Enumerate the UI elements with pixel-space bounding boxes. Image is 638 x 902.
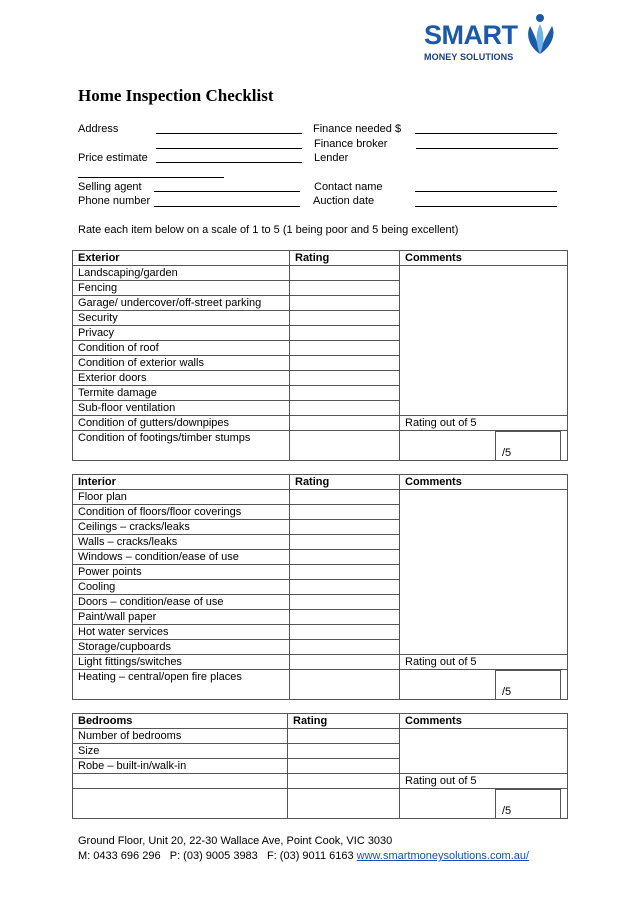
item-label	[73, 774, 288, 789]
rating-cell[interactable]	[290, 550, 400, 565]
item-label: Termite damage	[73, 386, 290, 401]
rating-out-label: Rating out of 5	[400, 655, 568, 670]
rating-instructions: Rate each item below on a scale of 1 to 5 (1 being poor and 5 being excellent)	[78, 224, 459, 236]
finance-broker-label: Finance broker	[314, 138, 388, 150]
finance-needed-label: Finance needed $	[313, 123, 402, 135]
item-label: Condition of footings/timber stumps	[73, 431, 290, 461]
bedrooms-header: Bedrooms	[73, 714, 288, 729]
exterior-header: Exterior	[73, 251, 290, 266]
page-title: Home Inspection Checklist	[78, 86, 274, 105]
rating-cell[interactable]	[290, 595, 400, 610]
comments-cell[interactable]	[400, 729, 568, 774]
rating-cell[interactable]	[290, 610, 400, 625]
rating-cell[interactable]	[290, 341, 400, 356]
rating-cell[interactable]	[290, 431, 400, 461]
item-label: Privacy	[73, 326, 290, 341]
item-label: Floor plan	[73, 490, 290, 505]
selling-agent-field[interactable]	[154, 191, 300, 192]
rating-cell[interactable]	[290, 356, 400, 371]
item-label: Landscaping/garden	[73, 266, 290, 281]
table-header-row	[73, 714, 568, 729]
score-input[interactable]	[495, 431, 561, 460]
interior-header: Interior	[73, 475, 290, 490]
item-label: Condition of floors/floor coverings	[73, 505, 290, 520]
rating-cell[interactable]	[290, 371, 400, 386]
table-header-row	[73, 251, 568, 266]
rating-cell[interactable]	[290, 490, 400, 505]
selling-agent-label: Selling agent	[78, 181, 142, 193]
address-label: Address	[78, 123, 119, 135]
score-input[interactable]	[495, 789, 561, 818]
table-row	[73, 266, 568, 281]
auction-date-label: Auction date	[313, 195, 375, 207]
rating-cell[interactable]	[288, 729, 400, 744]
rating-cell[interactable]	[290, 505, 400, 520]
item-label: Security	[73, 311, 290, 326]
item-label: Garage/ undercover/off-street parking	[73, 296, 290, 311]
finance-broker-field[interactable]	[416, 148, 558, 149]
price-estimate-label: Price estimate	[78, 152, 148, 164]
website-link[interactable]: www.smartmoneysolutions.com.au/	[356, 850, 530, 862]
rating-cell[interactable]	[290, 311, 400, 326]
item-label: Heating – central/open fire places	[73, 670, 290, 700]
logo-tagline: MONEY SOLUTIONS	[424, 52, 514, 62]
item-label: Paint/wall paper	[73, 610, 290, 625]
rating-cell[interactable]	[290, 520, 400, 535]
score-suffix: /5	[502, 447, 512, 459]
score-input[interactable]	[495, 670, 561, 699]
item-label: Hot water services	[73, 625, 290, 640]
rating-out-label: Rating out of 5	[400, 774, 568, 789]
table-row	[73, 789, 568, 819]
address-field[interactable]	[156, 133, 302, 134]
table-row	[73, 431, 568, 461]
item-label: Fencing	[73, 281, 290, 296]
address-field-line2[interactable]	[156, 148, 302, 149]
bedrooms-table	[72, 713, 568, 819]
rating-cell[interactable]	[290, 625, 400, 640]
phone-number-label: Phone number	[78, 195, 151, 207]
item-label: Condition of exterior walls	[73, 356, 290, 371]
rating-cell[interactable]	[290, 296, 400, 311]
table-row	[73, 490, 568, 505]
lotus-icon	[520, 12, 570, 62]
item-label: Windows – condition/ease of use	[73, 550, 290, 565]
phone-number-field[interactable]	[154, 206, 300, 207]
rating-header: Rating	[290, 475, 400, 490]
rating-out-label: Rating out of 5	[400, 416, 568, 431]
item-label: Cooling	[73, 580, 290, 595]
item-label: Walls – cracks/leaks	[73, 535, 290, 550]
rating-cell[interactable]	[288, 744, 400, 759]
item-label: Robe – built-in/walk-in	[73, 759, 288, 774]
table-row	[73, 670, 568, 700]
score-cell	[400, 431, 568, 461]
rating-cell[interactable]	[290, 401, 400, 416]
rating-cell[interactable]	[290, 281, 400, 296]
footer-contacts	[78, 850, 529, 862]
comments-header: Comments	[400, 251, 568, 266]
rating-cell[interactable]	[290, 670, 400, 700]
rating-cell[interactable]	[288, 789, 400, 819]
auction-date-field[interactable]	[415, 206, 557, 207]
item-label: Doors – condition/ease of use	[73, 595, 290, 610]
comments-header: Comments	[400, 475, 568, 490]
rating-cell[interactable]	[290, 640, 400, 655]
comments-header: Comments	[400, 714, 568, 729]
footer-phone-numbers: M: 0433 696 296 P: (03) 9005 3983 F: (03) 9011 6163	[78, 850, 354, 862]
interior-table	[72, 474, 568, 700]
rating-cell[interactable]	[290, 535, 400, 550]
item-label: Condition of roof	[73, 341, 290, 356]
comments-cell[interactable]	[400, 490, 568, 655]
item-label: Sub-floor ventilation	[73, 401, 290, 416]
rating-cell[interactable]	[290, 326, 400, 341]
contact-name-field[interactable]	[415, 191, 557, 192]
item-label: Exterior doors	[73, 371, 290, 386]
footer-address: Ground Floor, Unit 20, 22-30 Wallace Ave, Point Cook, VIC 3030	[78, 835, 393, 847]
score-cell	[400, 670, 568, 700]
score-suffix: /5	[502, 686, 512, 698]
table-row	[73, 729, 568, 744]
item-label: Size	[73, 744, 288, 759]
item-label: Power points	[73, 565, 290, 580]
score-cell	[400, 789, 568, 819]
rating-cell[interactable]	[290, 266, 400, 281]
comments-cell[interactable]	[400, 266, 568, 416]
item-label: Storage/cupboards	[73, 640, 290, 655]
rating-header: Rating	[290, 251, 400, 266]
rating-cell[interactable]	[290, 580, 400, 595]
lender-label: Lender	[314, 152, 349, 164]
company-logo	[420, 12, 570, 68]
rating-cell[interactable]	[290, 416, 400, 431]
score-suffix: /5	[502, 805, 512, 817]
item-label: Light fittings/switches	[73, 655, 290, 670]
price-estimate-field[interactable]	[156, 162, 302, 163]
price-estimate-field-line2[interactable]	[78, 177, 224, 178]
table-row	[73, 416, 568, 431]
rating-cell[interactable]	[288, 774, 400, 789]
item-label	[73, 789, 288, 819]
rating-header: Rating	[288, 714, 400, 729]
rating-cell[interactable]	[288, 759, 400, 774]
exterior-table	[72, 250, 568, 461]
logo-brand-text: SMART	[424, 20, 518, 50]
item-label: Number of bedrooms	[73, 729, 288, 744]
rating-cell[interactable]	[290, 386, 400, 401]
rating-cell[interactable]	[290, 565, 400, 580]
table-row	[73, 655, 568, 670]
contact-name-label: Contact name	[314, 181, 383, 193]
item-label: Ceilings – cracks/leaks	[73, 520, 290, 535]
finance-needed-field[interactable]	[415, 133, 557, 134]
table-header-row	[73, 475, 568, 490]
item-label: Condition of gutters/downpipes	[73, 416, 290, 431]
rating-cell[interactable]	[290, 655, 400, 670]
table-row	[73, 774, 568, 789]
